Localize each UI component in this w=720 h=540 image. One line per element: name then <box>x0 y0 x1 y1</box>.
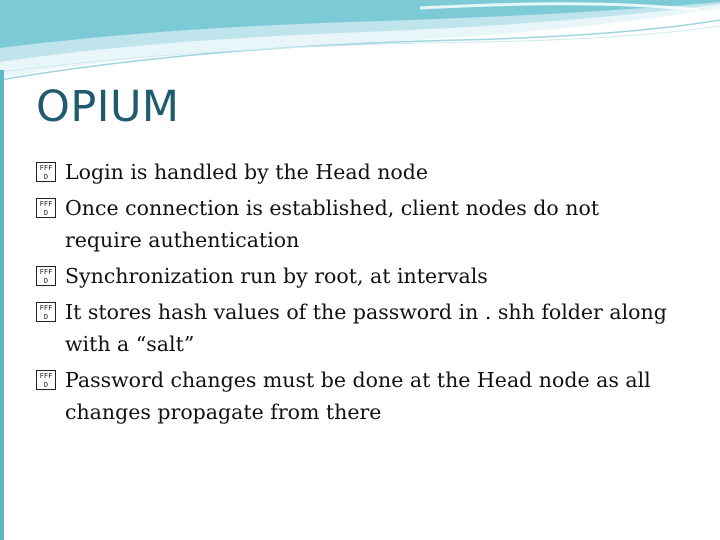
missing-glyph-icon <box>36 198 56 218</box>
bullet-item <box>36 260 676 292</box>
bullet-item <box>36 364 676 428</box>
bullet-item <box>36 192 676 256</box>
missing-glyph-icon <box>36 266 56 286</box>
bullet-text: Password changes must be done at the Head node as all changes propagate from there <box>65 368 651 424</box>
bullet-text: Once connection is established, client nodes do not require authentication <box>65 196 600 252</box>
missing-glyph-icon <box>36 370 56 390</box>
missing-glyph-icon <box>36 162 56 182</box>
missing-glyph-icon <box>36 302 56 322</box>
bullet-text: Login is handled by the Head node <box>65 160 429 184</box>
bullet-text: It stores hash values of the password in . shh folder along with a “salt” <box>65 300 667 356</box>
header-wave-decoration <box>0 0 720 95</box>
bullet-item <box>36 156 676 188</box>
slide-title: OPIUM <box>36 82 180 132</box>
bullet-list <box>36 156 676 432</box>
bullet-text: Synchronization run by root, at intervals <box>65 264 488 288</box>
bullet-item <box>36 296 676 360</box>
left-accent-rule <box>0 70 4 540</box>
